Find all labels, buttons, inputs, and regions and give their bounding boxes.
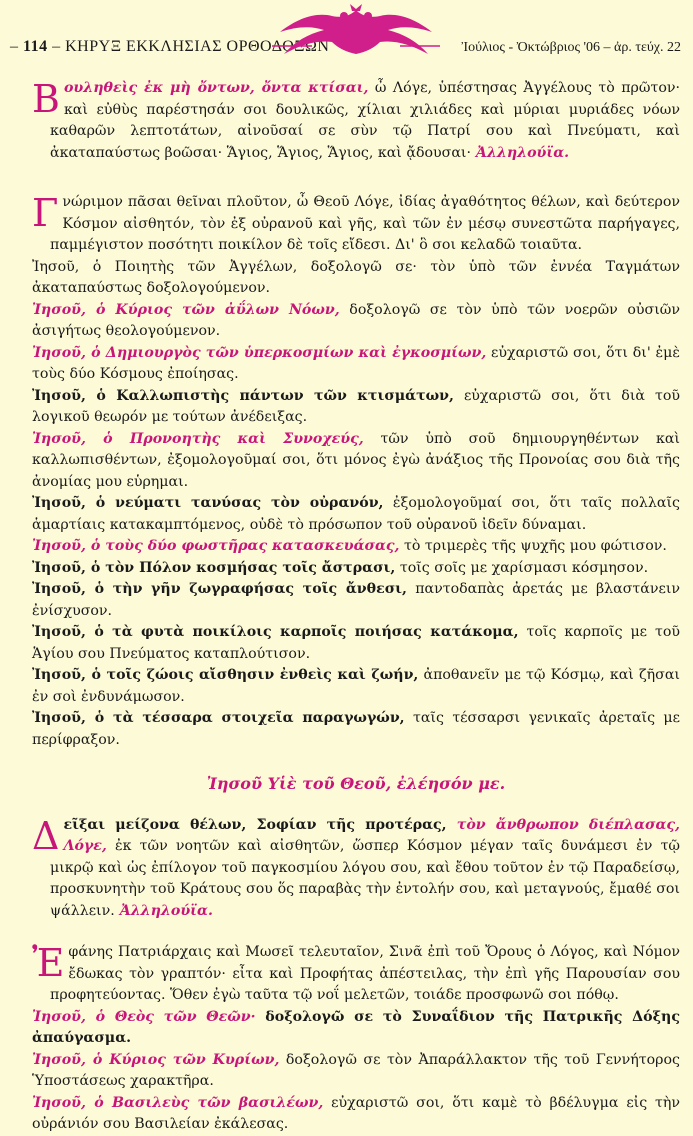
invocation bbox=[32, 708, 680, 751]
drop-cap: Γ bbox=[32, 191, 59, 235]
invocation bbox=[32, 558, 680, 580]
bold-phrase: εῖξαι μείζονα θέλων, Σοφίαν τῆς προτέρας, bbox=[63, 816, 447, 833]
issue-info: Ἰούλιος - Ὀκτώβριος '06 – ἀρ. τεύχ. 22 bbox=[461, 40, 681, 55]
invocation-text: τοῖς καρποῖς με τοῦ Ἁγίου σου Πνεύματος καταπλούτισον. bbox=[32, 624, 681, 662]
highlight-phrase: Ἰησοῦ, ὁ Κύριος τῶν Κυρίων, bbox=[32, 1051, 280, 1068]
paragraph-3 bbox=[32, 815, 680, 923]
page-header bbox=[0, 0, 693, 62]
invocation-text: δοξολογῶ σε τὸν ὑπὸ τῶν νοερῶν οὐσιῶν ἀσιγήτως θεολογούμενον. bbox=[32, 301, 680, 339]
highlight-phrase: ουληθεὶς ἐκ μὴ ὄντων, ὄντα κτίσαι, bbox=[63, 80, 369, 96]
invocation-text: τοῖς σοῖς με χαρίσμασι κόσμησον. bbox=[395, 559, 649, 576]
alleluia: Ἀλληλούϊα. bbox=[114, 902, 213, 919]
invocation bbox=[32, 622, 680, 665]
invocation-text: εὐχαριστῶ σοι, ὅτι δι' ἐμὲ τοὺς δύο Κόσμους ἐποίησας. bbox=[32, 344, 680, 382]
invocation-text: τὸ τριμερὲς τῆς ψυχῆς μου φώτισον. bbox=[399, 538, 667, 554]
double-headed-eagle-icon bbox=[272, 2, 440, 62]
invocation-text: ἐξομολογοῦμαί σοι, ὅτι ταῖς πολλαῖς ἁμαρτίαις κατακαμπτόμενος, οὐδὲ τὸ πρόσωπον τοῦ οὐρανοῦ ἰδεῖν δύναμαι. bbox=[32, 495, 681, 533]
bold-phrase: Ἰησοῦ, ὁ νεύματι τανύσας τὸν οὐρανόν, bbox=[32, 495, 384, 511]
highlight-phrase: Ἰησοῦ, ὁ Προνοητὴς καὶ Συνοχεύς, bbox=[32, 430, 364, 447]
invocation bbox=[32, 493, 680, 536]
alleluia: Ἀλληλούϊα. bbox=[470, 144, 570, 161]
drop-cap: Ἐ bbox=[32, 941, 65, 985]
bold-phrase: δοξολογῶ σε τὸ Συναΐδιον τῆς Πατρικῆς Δόξης ἀπαύγασμα. bbox=[32, 1008, 680, 1046]
paragraph-1 bbox=[32, 78, 680, 164]
invocation bbox=[32, 665, 680, 708]
invocation-list bbox=[32, 1007, 680, 1136]
invocation bbox=[32, 300, 680, 343]
paragraph-text: ὦ Λόγε, ὑπέστησας Ἀγγέλους τὸ πρῶτον· καὶ εὐθὺς παρέστησάν σοι δουλικῶς, χίλιαι χιλιάδες καὶ μύριαι μυριάδες νόων καθαρῶν λεπτοτάτων, αἰνοῦσαί σε σὺν τῷ Πατρί σου καὶ Πνεύματι, καὶ ἀκαταπαύστως βοῶσαι· Ἅγιος, Ἅγιος, Ἅγιος, καὶ ᾄδουσαι· bbox=[50, 80, 680, 161]
invocation-text: ἀποθανεῖν με τῷ Κόσμῳ, καὶ ζῆσαι ἐν σοὶ ἐνδυνάμωσον. bbox=[32, 667, 680, 705]
invocation-text: ταῖς τέσσαρσι γενικαῖς ἀρεταῖς με περίφραξον. bbox=[32, 710, 680, 748]
bold-phrase: Ἰησοῦ, ὁ τὸν Πόλον κοσμήσας τοῖς ἄστρασι, bbox=[32, 559, 396, 576]
paragraph-text: ἐκ τῶν νοητῶν καὶ αἰσθητῶν, ὥσπερ Κόσμον μέγαν ταῖς δυνάμεσι ἐν τῷ μικρῷ καὶ ὡς ἐπίλογον τοῦ παγκοσμίου λόγου σου, καὶ ἔθου τοῦτον ἐν τῷ Παραδείσῳ, προσκυνητὴν τοῦ Κράτους σου ὅς παραβὰς τὴν ἐντολήν σου, καὶ μεταγνούς, ἔμαθέ σοι ψάλλειν. bbox=[50, 838, 680, 919]
bold-phrase: Ἰησοῦ, ὁ τὰ τέσσαρα στοιχεῖα παραγωγών, bbox=[32, 710, 405, 726]
drop-cap: Δ bbox=[32, 813, 60, 858]
invocation bbox=[32, 579, 680, 622]
invocation-text: εὐχαριστῶ σοι, ὅτι διὰ τοῦ λογικοῦ θεωρόν με τούτων ἀνέδειξας. bbox=[32, 387, 680, 425]
header-left: – 114 – ΚΗΡΥΞ ΕΚΚΛΗΣΙΑΣ ΟΡΘΟΔΟΞΩΝ bbox=[10, 38, 330, 55]
paragraph-2 bbox=[32, 192, 680, 257]
refrain: Ἰησοῦ Υἱὲ τοῦ Θεοῦ, ἐλέησόν με. bbox=[206, 774, 506, 793]
bold-phrase: Ἰησοῦ, ὁ Καλλωπιστὴς πάντων τῶν κτισμάτων, bbox=[32, 387, 454, 404]
invocation bbox=[32, 536, 680, 558]
paragraph-text: φάνης Πατριάρχαις καὶ Μωσεῖ τελευταῖον, Σινᾶ ἐπὶ τοῦ Ὄρους ὁ Λόγος, καὶ Νόμον ἔδωκας τὸν γραπτόν· εἶτα καὶ Προφήτας ἀπέστειλας, τὴν ἐπὶ γῆς Παρουσίαν σου προφητεύοντας. Ὅθεν ἐγὼ ταῦτα τῷ νοΐ μελετῶν, τοιάδε προσφωνῶ σοι πόθῳ. bbox=[50, 944, 680, 1003]
invocation bbox=[32, 257, 680, 300]
invocation-text: Ἰησοῦ, ὁ Ποιητὴς τῶν Ἀγγέλων, δοξολογῶ σε· τὸν ὑπὸ τῶν ἐννέα Ταγμάτων ἀκαταπαύστως δοξολογούμενον. bbox=[32, 258, 680, 296]
article-body bbox=[32, 78, 680, 1136]
invocation bbox=[32, 1007, 680, 1050]
highlight-phrase: Ἰησοῦ, ὁ Βασιλεὺς τῶν βασιλέων, bbox=[32, 1094, 324, 1111]
highlight-phrase: τὸν ἄνθρωπον διέπλασας, Λόγε, bbox=[63, 816, 680, 854]
journal-title: ΚΗΡΥΞ ΕΚΚΛΗΣΙΑΣ ΟΡΘΟΔΟΞΩΝ bbox=[65, 38, 330, 55]
invocation bbox=[32, 343, 680, 386]
drop-cap: Β bbox=[32, 77, 60, 121]
invocation-list bbox=[32, 257, 680, 752]
invocation bbox=[32, 429, 680, 494]
bold-phrase: Ἰησοῦ, ὁ τοῖς ζώοις αἴσθησιν ἐνθεὶς καὶ ζωήν, bbox=[32, 667, 419, 683]
paragraph-4 bbox=[32, 942, 680, 1007]
invocation-text: τῶν ὑπὸ σοῦ δημιουργηθέντων καὶ καλλωπισθέντων, ἐξομολογοῦμαί σοι, ὅτι μόνος ἐγὼ ἀνάξιος τῆς Προνοίας σου διὰ τῆς ἀνομίας μου εὑρημαι. bbox=[32, 430, 680, 490]
invocation bbox=[32, 1093, 680, 1136]
bold-phrase: Ἰησοῦ, ὁ τὰ φυτὰ ποικίλοις καρποῖς ποιήσας κατάκομα, bbox=[32, 624, 519, 640]
paragraph-text: νώριμον πᾶσαι θεῖναι πλοῦτον, ὦ Θεοῦ Λόγε, ἰδίας ἀγαθότητος θέλων, καὶ δεύτερον Κόσμον αἰσθητόν, τὸν ἐξ οὐρανοῦ καὶ γῆς, καὶ τῶν ἐν μέσῳ συνεστῶτα παρήγαγες, παμμέγιστον ποσότητι ποικίλον δὲ τοῖς εἴδεσι. Δι' ὃ σοι κελαδῶ τοιαῦτα. bbox=[50, 194, 680, 253]
invocation-text: εὐχαριστῶ σοι, ὅτι καμὲ τὸ βδέλυγμα εἰς τὴν οὐράνιόν σου Βασιλείαν ἐκάλεσας. bbox=[32, 1094, 680, 1132]
page-number: 114 bbox=[23, 38, 48, 55]
bold-phrase: Ἰησοῦ, ὁ τὴν γῆν ζωγραφήσας τοῖς ἄνθεσι, bbox=[32, 581, 407, 597]
highlight-phrase: Ἰησοῦ, ὁ Δημιουργὸς τῶν ὑπερκοσμίων καὶ ἐγκοσμίων, bbox=[32, 344, 487, 361]
invocation bbox=[32, 1050, 680, 1093]
invocation-text: δοξολογῶ σε τὸν Ἀπαράλλακτον τῆς τοῦ Γεννήτορος Ὑποστάσεως χαρακτῆρα. bbox=[32, 1051, 680, 1089]
highlight-phrase: Ἰησοῦ, ὁ Κύριος τῶν ἀΰλων Νόων, bbox=[32, 301, 340, 318]
invocation bbox=[32, 386, 680, 429]
invocation-text: παντοδαπὰς ἀρετάς με βλαστάνειν ἐνίσχυσον. bbox=[32, 581, 681, 619]
highlight-phrase: Ἰησοῦ, ὁ τοὺς δύο φωστῆρας κατασκευάσας, bbox=[32, 538, 400, 554]
highlight-phrase: Ἰησοῦ, ὁ Θεὸς τῶν Θεῶν· bbox=[32, 1008, 256, 1025]
